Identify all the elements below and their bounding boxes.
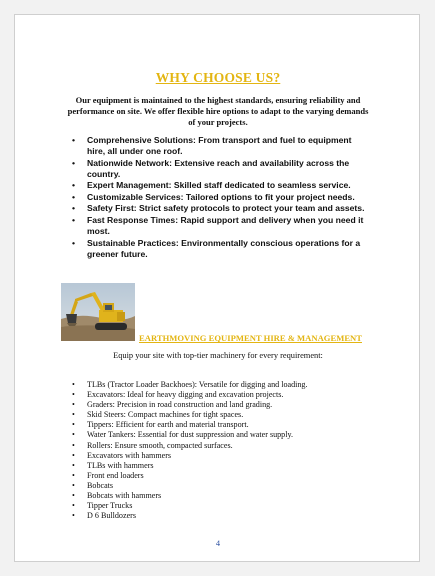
list-item: • D 6 Bulldozers <box>72 511 372 521</box>
list-item: • Bobcats with hammers <box>72 491 372 501</box>
list-item: • Rollers: Ensure smooth, compacted surfaces. <box>72 441 372 451</box>
list-item: • Nationwide Network: Extensive reach and availability across the country. <box>72 158 372 180</box>
equipment-list <box>72 380 372 521</box>
intro-paragraph: Our equipment is maintained to the highest standards, ensuring reliability and performance on site. We offer flexible hire options to adapt to the varying demands of your projects. <box>67 95 369 127</box>
list-item: • Excavators: Ideal for heavy digging and excavation projects. <box>72 390 372 400</box>
equipment-intro: Equip your site with top-tier machinery for every requirement: <box>113 351 323 360</box>
list-item: • Water Tankers: Essential for dust suppression and water supply. <box>72 430 372 440</box>
list-item: • Skid Steers: Compact machines for tight spaces. <box>72 410 372 420</box>
list-item: • TLBs with hammers <box>72 461 372 471</box>
list-item: • Sustainable Practices: Environmentally conscious operations for a greener future. <box>72 238 372 260</box>
list-item: • Safety First: Strict safety protocols to protect your team and assets. <box>72 203 372 214</box>
list-item: • Fast Response Times: Rapid support and delivery when you need it most. <box>72 215 372 237</box>
document-page <box>14 14 420 562</box>
list-item: • Expert Management: Skilled staff dedicated to seamless service. <box>72 180 372 191</box>
benefits-list <box>72 135 372 260</box>
excavator-photo <box>61 283 135 341</box>
list-item: • Bobcats <box>72 481 372 491</box>
page-number: 4 <box>215 539 221 548</box>
list-item: • TLBs (Tractor Loader Backhoes): Versatile for digging and loading. <box>72 380 372 390</box>
list-item: • Graders: Precision in road construction and land grading. <box>72 400 372 410</box>
list-item: • Tippers: Efficient for earth and material transport. <box>72 420 372 430</box>
section-heading: EARTHMOVING EQUIPMENT HIRE & MANAGEMENT <box>139 333 362 343</box>
list-item: • Customizable Services: Tailored options to fit your project needs. <box>72 192 372 203</box>
list-item: • Excavators with hammers <box>72 451 372 461</box>
list-item: • Front end loaders <box>72 471 372 481</box>
list-item: • Tipper Trucks <box>72 501 372 511</box>
list-item: • Comprehensive Solutions: From transport and fuel to equipment hire, all under one roof. <box>72 135 372 157</box>
page-title: WHY CHOOSE US? <box>155 70 281 85</box>
